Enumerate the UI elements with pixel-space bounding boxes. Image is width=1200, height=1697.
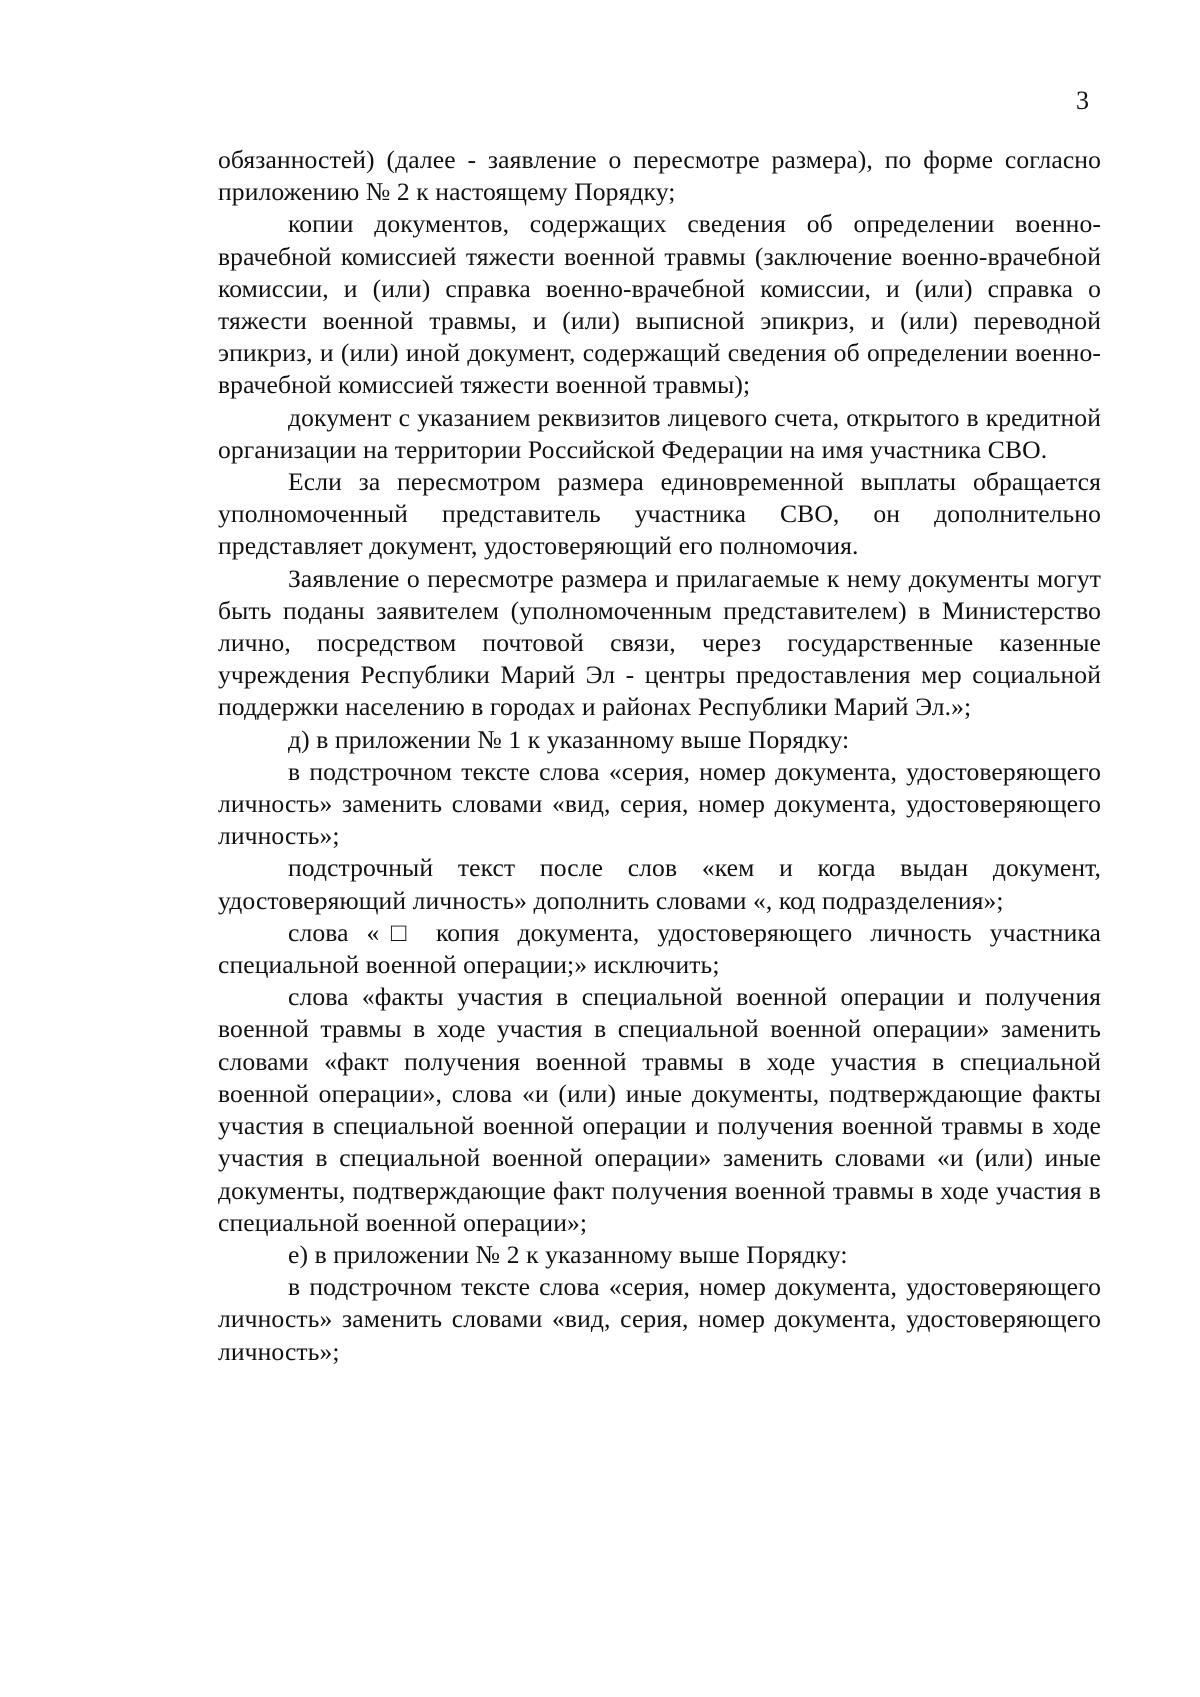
page-number: 3 <box>1076 86 1089 115</box>
paragraph-item-d: д) в приложении № 1 к указанному выше Порядку: <box>288 724 850 754</box>
paragraph-replace-facts: слова «факты участия в специальной военной операции и получения военной травмы в ходе участия в специальной военной операции» заменить словами «факт получения военной травмы в ходе участия в специальной военной операции», слова «и (или) иные документы, подтверждающие факты участия в специальной военной операции и получения военной травмы в ходе участия в специальной военной операции» заменить словами «и (или) иные документы, подтверждающие факт получения военной травмы в ходе участия в специальной военной операции»; <box>218 982 1101 1237</box>
paragraph-exclude: слова «□ копия документа, удостоверяющего личность участника специальной военной операции;» исключить; <box>218 917 1101 980</box>
paragraph-subtext-replace: в подстрочном тексте слова «серия, номер документа, удостоверяющего личность» заменить словами «вид, серия, номер документа, удостоверяющего личность»; <box>218 756 1101 851</box>
paragraph-subtext-add: подстрочный текст после слов «кем и когда выдан документ, удостоверяющий личность» дополнить словами «, код подразделения»; <box>218 853 1101 915</box>
paragraph-item-e: е) в приложении № 2 к указанному выше Порядку: <box>288 1239 848 1269</box>
paragraph-bank-account: документ с указанием реквизитов лицевого счета, открытого в кредитной организации на территории Российской Федерации на имя участника СВО. <box>218 402 1101 464</box>
paragraph-submission: Заявление о пересмотре размера и прилагаемые к нему документы могут быть поданы заявителем (уполномоченным представителем) в Министерство лично, посредством почтовой связи, через государственные казенные учреждения Республики Марий Эл - центры предоставления мер социальной поддержки населению в городах и районах Республики Марий Эл.»; <box>218 563 1101 722</box>
paragraph-representative: Если за пересмотром размера единовременной выплаты обращается уполномоченный представитель участника СВО, он дополнительно представляет документ, удостоверяющий его полномочия. <box>218 467 1101 561</box>
paragraph-subtext-replace-2: в подстрочном тексте слова «серия, номер документа, удостоверяющего личность» заменить словами «вид, серия, номер документа, удостоверяющего личность»; <box>218 1272 1101 1366</box>
document-body <box>218 144 1101 1368</box>
paragraph-medical-documents: копии документов, содержащих сведения об определении военно-врачебной комиссией тяжести военной травмы (заключение военно-врачебной комиссии, и (или) справка военно-врачебной комиссии, и (или) справка о тяжести военной травмы, и (или) выписной эпикриз, и (или) переводной эпикриз, и (или) иной документ, содержащий сведения об определении военно-врачебной комиссией тяжести военной травмы); <box>218 209 1101 400</box>
paragraph-continuation: обязанностей) (далее - заявление о пересмотре размера), по форме согласно приложению № 2 к настоящему Порядку; <box>218 145 1101 207</box>
